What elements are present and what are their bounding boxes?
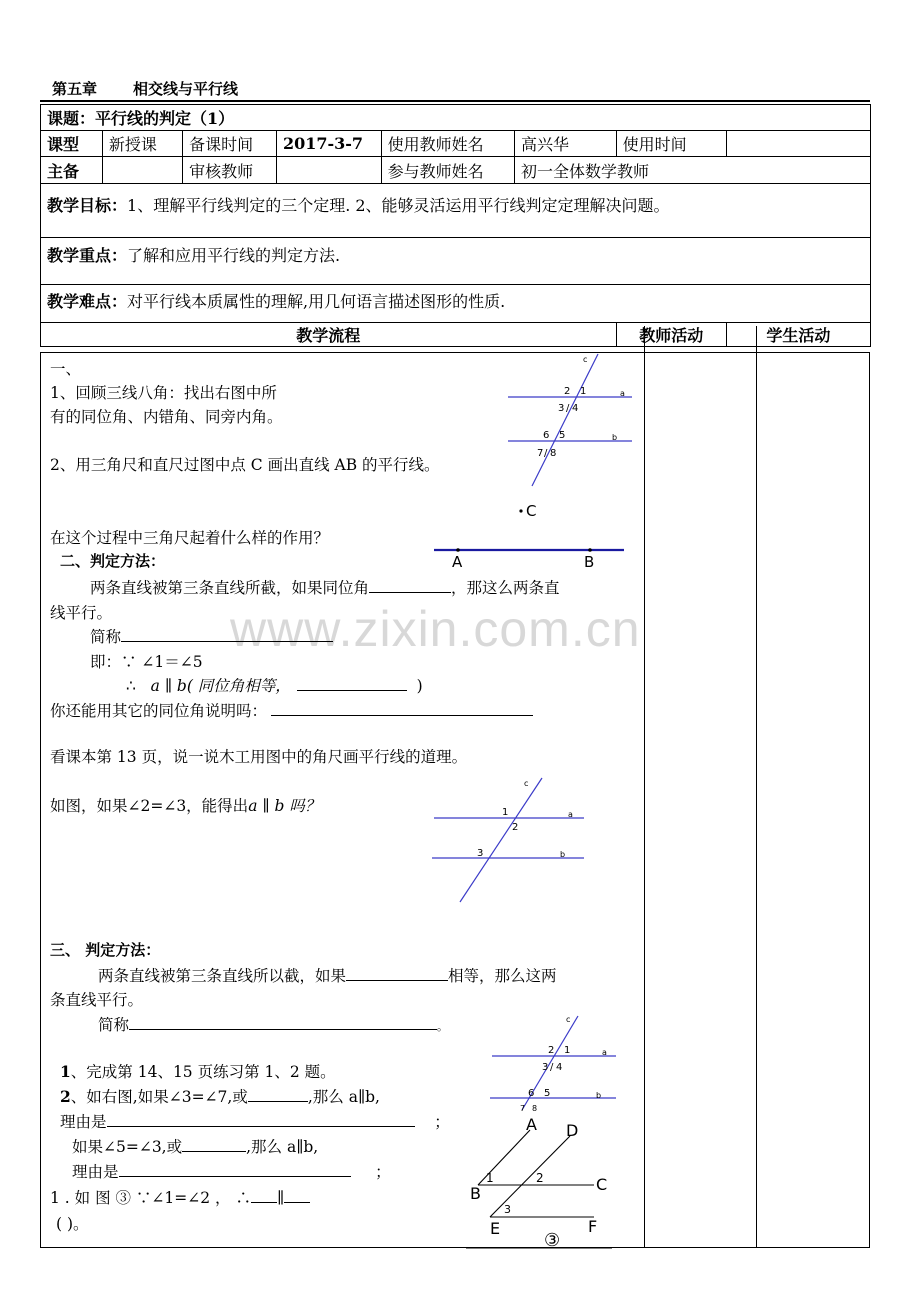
diff-label: 教学难点：: [47, 292, 128, 311]
diff-text: 对平行线本质属性的理解,用几何语言描述图形的性质.: [127, 292, 506, 311]
angle-1: 1: [580, 386, 587, 397]
q1-line-b: 有的同位角、内错角、同旁内角。: [50, 408, 283, 426]
use-time-value: [726, 131, 870, 157]
exercise-1-text: 、完成第 14、15 页练习第 1、2 题。: [70, 1063, 336, 1081]
s2-example: [50, 794, 320, 816]
label-A: A: [526, 1115, 537, 1134]
figure-number-label: ③: [544, 1230, 561, 1251]
exercise-2c-text: 如果∠5=∠3,或: [72, 1138, 183, 1156]
goal-text: 1、理解平行线判定的三个定理. 2、能够灵活运用平行线判定定理解决问题。: [127, 196, 670, 215]
q3-text: 在这个过程中三角尺起着什么样的作用？: [50, 529, 330, 547]
s3-line-1b: 相等，那么这两: [448, 967, 557, 985]
section-2-heading: 二、判定方法：: [60, 552, 166, 570]
angle-2-3: 2: [548, 1045, 555, 1056]
blank-reason-1[interactable]: [107, 1112, 415, 1127]
semicolon-2: ；: [375, 1163, 391, 1181]
exercise-1: [60, 1060, 336, 1082]
lesson-title: 课题：平行线的判定（1）: [41, 105, 871, 131]
watermark: www.zixin.com.cn: [230, 601, 641, 657]
s2-abbreviation: [90, 625, 333, 647]
exercise-3: [50, 1186, 310, 1208]
angle-4: 4: [572, 403, 579, 414]
review-value: [276, 157, 381, 184]
use-time-label: 使用时间: [616, 131, 726, 157]
label-a-2: a: [568, 810, 573, 819]
blank-ex3-line-2[interactable]: [284, 1188, 310, 1203]
label-point-a: A: [452, 553, 463, 571]
teaching-difficulty: [41, 285, 871, 323]
key-label: 教学重点：: [47, 246, 128, 265]
angle-4-3: 4: [556, 1062, 563, 1073]
s3-line-1a: 两条直线被第三条直线所以截，如果: [98, 967, 347, 985]
angle-7: 7: [537, 448, 544, 459]
angle-3-2: 3: [477, 848, 484, 859]
teaching-key: [41, 238, 871, 285]
line-de: [490, 1136, 570, 1217]
angle-8: 8: [550, 448, 557, 459]
blank-ex3-line-1[interactable]: [251, 1188, 277, 1203]
s2-textbook: 看课本第 13 页，说一说木工用图中的角尺画平行线的道理。: [50, 748, 468, 766]
label-point-b: B: [584, 553, 595, 571]
blank-s2-abbreviation[interactable]: [121, 627, 333, 642]
blank-s3-abbreviation[interactable]: [129, 1015, 437, 1030]
s2-line-2: 线平行。: [50, 604, 113, 622]
angle-3-3: 3: [542, 1062, 549, 1073]
teaching-goal: [41, 184, 871, 238]
header-rule: [40, 100, 870, 102]
s2-therefore: [126, 674, 423, 696]
point-a: [456, 548, 460, 552]
angle-2-fig4: 2: [536, 1171, 544, 1185]
chapter-heading: [52, 78, 274, 99]
blank-ex2-angle-b[interactable]: [182, 1137, 246, 1152]
slash-upper: /: [566, 403, 570, 414]
exercise-2: [60, 1085, 380, 1107]
label-c-2: c: [524, 779, 529, 788]
figure-3-abcdef: [462, 1112, 622, 1250]
participants-value: 初一全体数学教师: [515, 157, 871, 184]
label-a-3: a: [602, 1048, 607, 1057]
label-C: C: [596, 1175, 608, 1194]
figure-exercise-lines: [486, 1010, 626, 1113]
s3-line-1: [98, 964, 557, 986]
slash-lower: /: [544, 448, 548, 459]
blank-reason-2[interactable]: [119, 1162, 351, 1177]
s3-abbr-label: 简称: [98, 1016, 130, 1034]
exercise-2b: ,那么 a∥b,: [307, 1088, 380, 1106]
blank-alternate-angles[interactable]: [346, 966, 448, 981]
point-c: [519, 509, 522, 512]
angle-2-2: 2: [512, 822, 519, 833]
key-text: 了解和应用平行线的判定方法.: [127, 246, 341, 265]
angle-2: 2: [564, 386, 571, 397]
section-1-heading: 一、: [50, 360, 82, 378]
label-c: c: [583, 355, 588, 364]
blank-corresponding-angles[interactable]: [369, 578, 451, 593]
angle-6-3: 6: [528, 1088, 535, 1099]
participants-label: 参与教师姓名: [381, 157, 514, 184]
column-divider-student: [756, 326, 757, 1248]
parallel-symbol: ∥: [276, 1189, 285, 1207]
q1-line-a: 1、回顾三线八角：找出右图中所: [50, 384, 277, 402]
s2-ask-text: 你还能用其它的同位角说明吗：: [50, 702, 268, 720]
reason-1-label: 理由是: [60, 1113, 107, 1131]
s2-since: 即：∵ ∠1＝∠5: [90, 653, 203, 671]
student-activity-heading: 学生活动: [726, 323, 870, 347]
label-b-3: b: [596, 1091, 602, 1100]
section-3-heading: 三、 判定方法：: [50, 941, 161, 959]
s3-abbreviation: [98, 1013, 448, 1035]
blank-s2-reason[interactable]: [297, 676, 407, 691]
s2-abbr-label: 简称: [90, 628, 122, 646]
lesson-header-table: [40, 104, 871, 347]
teacher-activity-heading: 教师活动: [616, 323, 726, 347]
therefore-symbol: ∴: [126, 677, 136, 695]
s2-line-1: [90, 576, 560, 598]
prep-time-label: 备课时间: [183, 131, 277, 157]
s2-example-b: a ∥ b 吗？: [248, 797, 321, 815]
angle-6: 6: [543, 430, 550, 441]
label-c-3: c: [566, 1015, 571, 1024]
figure-point-c-line-ab: [430, 500, 630, 570]
label-B: B: [470, 1184, 481, 1203]
s2-line-1b: ，那这么两条直: [451, 579, 560, 597]
teacher-label: 使用教师姓名: [381, 131, 514, 157]
lead-label: 主备: [41, 157, 103, 184]
flow-heading: 教学流程: [41, 323, 617, 347]
goal-label: 教学目标：: [47, 196, 128, 215]
prep-time-value: 2017-3-7: [276, 131, 381, 157]
q2-text: 2、用三角尺和直尺过图中点 C 画出直线 AB 的平行线。: [50, 456, 440, 474]
chapter-title: 相交线与平行线: [133, 80, 239, 98]
label-E: E: [490, 1219, 501, 1238]
transversal-c-2: [460, 778, 542, 902]
s2-line-1a: 两条直线被第三条直线所截，如果同位角: [90, 579, 370, 597]
angle-8-3: 8: [532, 1104, 538, 1113]
column-divider-teacher: [644, 326, 645, 1248]
lead-value: [102, 157, 182, 184]
therefore-statement: a ∥ b( 同位角相等，: [150, 677, 291, 695]
angle-1-3: 1: [564, 1045, 571, 1056]
reason-2-label: 理由是: [72, 1163, 119, 1181]
s2-example-a: 如图，如果∠2=∠3，能得出: [50, 797, 249, 815]
transversal-c: [532, 354, 598, 486]
exercise-2d: ,那么 a∥b,: [246, 1138, 319, 1156]
s3-period: 。: [437, 1020, 449, 1033]
angle-5: 5: [559, 430, 566, 441]
label-b: b: [612, 433, 618, 442]
teacher-value: 高兴华: [515, 131, 617, 157]
close-paren: ): [416, 677, 423, 695]
blank-ex2-angle-a[interactable]: [248, 1087, 308, 1102]
slash-3: /: [550, 1062, 554, 1073]
angle-1-fig4: 1: [486, 1171, 494, 1185]
label-F: F: [588, 1217, 598, 1236]
chapter-number: 第五章: [52, 80, 98, 98]
exercise-2-reason-2: [72, 1160, 391, 1182]
angle-1-2: 1: [502, 807, 509, 818]
exercise-2-number: 2: [60, 1087, 71, 1106]
exercise-1-number: 1: [60, 1062, 71, 1081]
figure-alternate-angles: [430, 770, 590, 910]
s2-ask: [50, 699, 533, 721]
label-D: D: [566, 1121, 579, 1140]
point-b: [588, 548, 592, 552]
angle-5-3: 5: [544, 1088, 551, 1099]
blank-other-angles[interactable]: [271, 701, 533, 716]
s3-line-2: 条直线平行。: [50, 991, 144, 1009]
figure-three-lines-eight-angles: [500, 350, 640, 500]
review-label: 审核教师: [183, 157, 277, 184]
exercise-2a: 、如右图,如果∠3=∠7,或: [70, 1088, 248, 1106]
label-b-2: b: [560, 850, 566, 859]
type-value: 新授课: [102, 131, 182, 157]
type-label: 课型: [41, 131, 103, 157]
label-a: a: [620, 389, 625, 398]
exercise-2-reason-1: [60, 1110, 450, 1132]
exercise-3-reason: ( )。: [56, 1215, 89, 1233]
exercise-3-text: 1 . 如 图 ③ ∵∠1=∠2 ， ∴: [50, 1189, 251, 1207]
exercise-2c: [72, 1135, 318, 1157]
label-point-c: C: [526, 502, 537, 520]
angle-3-fig4: 3: [504, 1203, 511, 1216]
angle-3: 3: [558, 403, 565, 414]
semicolon-1: ；: [434, 1113, 450, 1131]
angle-7-3: 7: [520, 1104, 526, 1113]
